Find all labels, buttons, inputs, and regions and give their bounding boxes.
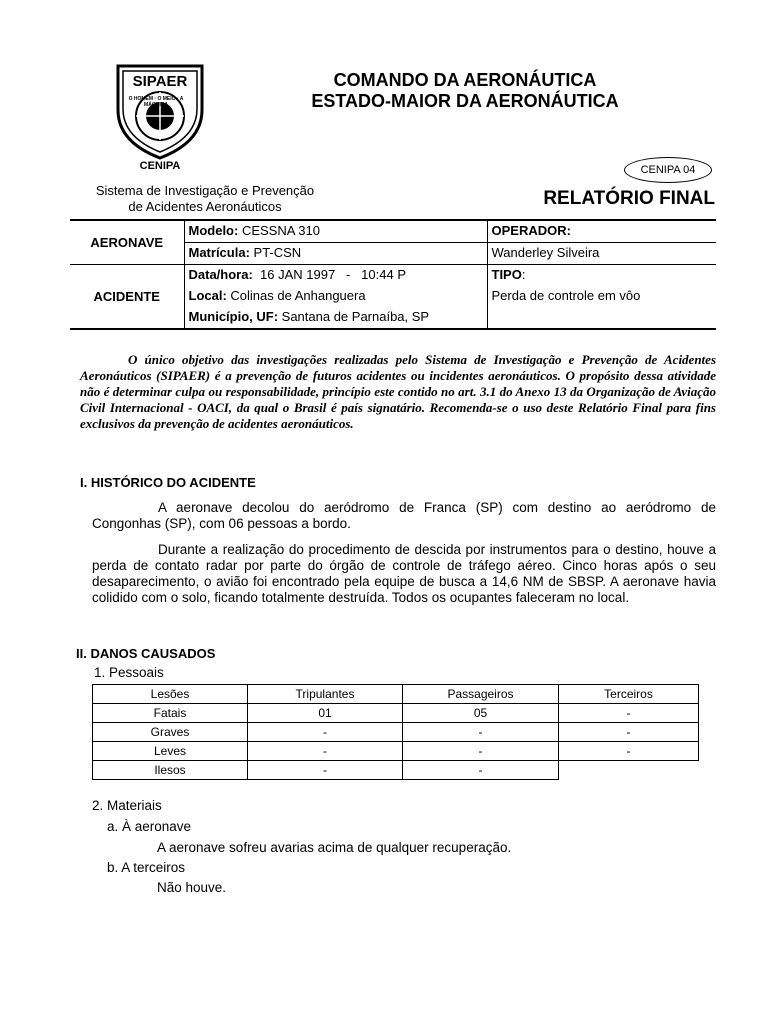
table-cell: - — [403, 742, 559, 761]
injuries-table — [92, 684, 699, 780]
system-name — [70, 183, 340, 215]
table-cell: - — [248, 761, 403, 780]
datahora-label: Data/hora: — [188, 267, 253, 282]
aircraft-info-table — [70, 219, 716, 330]
table-cell: Leves — [93, 742, 248, 761]
historico-paragraph-1: A aeronave decolou do aeródromo de Franca (SP) com destino ao aeródromo de Congonhas (SP), com 06 pessoas a bordo. — [92, 500, 716, 531]
disclaimer-text — [80, 352, 716, 432]
table-row — [93, 704, 699, 723]
modelo-cell — [184, 220, 487, 243]
tipo-colon: : — [521, 267, 526, 282]
materiais-label: 2. Materiais — [92, 798, 162, 813]
header-line-2: ESTADO-MAIOR DA AERONÁUTICA — [311, 91, 619, 111]
table-cell: - — [403, 723, 559, 742]
aeronave-damage-label: a. À aeronave — [107, 819, 192, 834]
tipo-value: Perda de controle em vôo — [491, 288, 641, 303]
operador-label: OPERADOR: — [491, 223, 571, 238]
tipo-label: TIPO — [491, 267, 522, 282]
section-danos-title: II. DANOS CAUSADOS — [76, 646, 216, 661]
table-row — [93, 742, 699, 761]
sipaer-logo — [112, 62, 208, 170]
table-row — [93, 761, 699, 780]
report-title: RELATÓRIO FINAL — [543, 188, 715, 209]
logo-brand-text: SIPAER — [132, 73, 188, 90]
operador-label-cell — [487, 220, 716, 243]
table-row — [93, 723, 699, 742]
table-cell: - — [559, 742, 699, 761]
municipio-label: Município, UF: — [188, 309, 279, 324]
table-cell: 01 — [248, 704, 403, 723]
table-cell: - — [559, 723, 699, 742]
logo-subtitle-text: CENIPA — [139, 160, 181, 170]
matricula-cell — [184, 243, 487, 265]
local-value: Colinas de Anhanguera — [226, 288, 366, 303]
datahora-value: 16 JAN 1997 - 10:44 P — [252, 267, 406, 282]
table-cell: 05 — [403, 704, 559, 723]
terceiros-damage-label: b. A terceiros — [107, 860, 186, 875]
system-line-1: Sistema de Investigação e Prevenção — [95, 183, 315, 198]
table-cell: - — [403, 761, 559, 780]
disclaimer-body: O único objetivo das investigações realizadas pelo Sistema de Investigação e Prevenção de Acidentes Aeronáuticos (SIPAER) é a prevenção de futuros acidentes ou incidentes aeronáuticos. O propósito dessa atividade não é determinar culpa ou responsabilidade, princípio este contido no art. 3.1 do Anexo 13 da Organização de Aviação Civil Internacional - OACI, da qual o Brasil é país signatário. Recomenda-se o uso deste Relatório Final para fins exclusivos da prevenção de acidentes aeronáuticos. — [80, 352, 716, 431]
aeronave-damage-text: A aeronave sofreu avarias acima de qualquer recuperação. — [157, 840, 512, 855]
section-historico-title: I. HISTÓRICO DO ACIDENTE — [80, 475, 256, 490]
historico-paragraph-2: Durante a realização do procedimento de descida por instrumentos para o destino, houve a perda de contato radar por parte do órgão de controle de tráfego aéreo. Cinco horas após o seu desaparecimento, o avião foi encontrado pela equipe de busca a 14,6 NM de SBSP. A aeronave havia colidido com o solo, ficando totalmente destruída. Todos os ocupantes faleceram no local. — [92, 542, 716, 605]
acidente-label: ACIDENTE — [70, 265, 184, 330]
table-header-cell: Tripulantes — [248, 685, 403, 704]
matricula-value: PT-CSN — [249, 245, 302, 260]
terceiros-damage-text: Não houve. — [157, 880, 227, 895]
table-cell: - — [248, 723, 403, 742]
table-cell: Fatais — [93, 704, 248, 723]
logo-ring-text: O HOMEM · O MEIO · A MÁQUINA — [128, 96, 184, 108]
local-cell — [184, 286, 487, 307]
empty-cell — [487, 307, 716, 329]
table-header-cell: Lesões — [93, 685, 248, 704]
operador-value: Wanderley Silveira — [487, 243, 716, 265]
aeronave-label: AERONAVE — [70, 220, 184, 265]
table-cell: Graves — [93, 723, 248, 742]
municipio-value: Santana de Parnaíba, SP — [278, 309, 430, 324]
system-line-2: de Acidentes Aeronáuticos — [128, 199, 282, 214]
table-cell: Ilesos — [93, 761, 248, 780]
header-line-1: COMANDO DA AERONÁUTICA — [333, 70, 597, 90]
municipio-cell — [184, 307, 487, 329]
pessoais-label: 1. Pessoais — [94, 665, 164, 680]
table-cell — [559, 761, 699, 780]
table-header-cell: Passageiros — [403, 685, 559, 704]
sipaer-emblem-icon — [112, 62, 208, 170]
table-cell: - — [559, 704, 699, 723]
tipo-label-cell — [487, 265, 716, 287]
modelo-value: CESSNA 310 — [238, 223, 320, 238]
table-cell: - — [248, 742, 403, 761]
table-header-cell: Terceiros — [559, 685, 699, 704]
datahora-cell — [184, 265, 487, 287]
modelo-label: Modelo: — [188, 223, 239, 238]
table-header-row — [93, 685, 699, 704]
cenipa-code-badge: CENIPA 04 — [624, 157, 712, 183]
page-header — [250, 70, 680, 112]
local-label: Local: — [188, 288, 227, 303]
matricula-label: Matrícula: — [188, 245, 250, 260]
